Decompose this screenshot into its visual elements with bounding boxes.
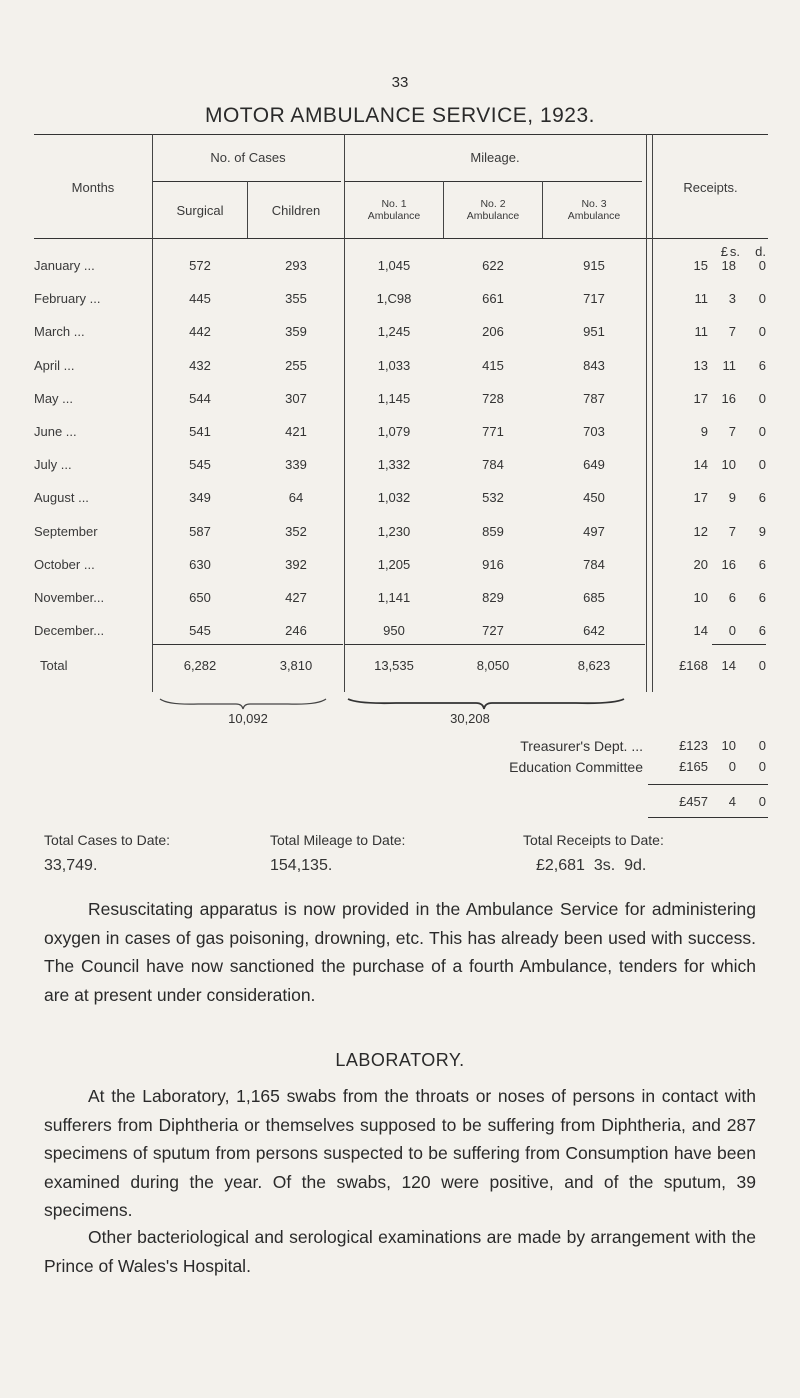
- row-month: August ...: [34, 490, 89, 505]
- page-number: 33: [391, 74, 409, 91]
- row-m2: 415: [482, 358, 504, 373]
- row-m2: 771: [482, 424, 504, 439]
- row-s: 7: [728, 424, 736, 439]
- education-pounds: £165: [679, 759, 708, 774]
- row-d: 6: [758, 623, 766, 638]
- total-m1: 13,535: [374, 658, 414, 673]
- row-l: 13: [693, 358, 708, 373]
- row-m1: 1,033: [377, 358, 411, 373]
- row-month: September: [34, 524, 98, 539]
- row-m1: 1,230: [377, 524, 411, 539]
- education-shillings: 0: [728, 759, 736, 774]
- row-l: 14: [693, 623, 708, 638]
- row-m3: 450: [583, 490, 605, 505]
- row-children: 427: [285, 590, 307, 605]
- header-amb3: No. 3 Ambulance: [567, 198, 621, 222]
- header-pounds: £: [720, 244, 728, 259]
- header-no-of-cases: No. of Cases: [210, 150, 286, 165]
- total-m3: 8,623: [577, 658, 611, 673]
- row-surgical: 545: [189, 623, 211, 638]
- header-amb1: No. 1 Ambulance: [367, 198, 421, 222]
- treasurer-label: Treasurer's Dept. ...: [520, 738, 643, 754]
- row-m2: 206: [482, 324, 504, 339]
- row-m1: 1,141: [377, 590, 411, 605]
- col-divider-6: [646, 134, 647, 692]
- row-month: July ...: [34, 457, 72, 472]
- header-months: Months: [71, 180, 115, 195]
- education-pence: 0: [758, 759, 766, 774]
- row-d: 0: [758, 291, 766, 306]
- cases-sum: 10,092: [228, 711, 268, 726]
- receipts-to-date-value: £2,681 3s. 9d.: [536, 857, 647, 874]
- row-m2: 784: [482, 457, 504, 472]
- total-surgical: 6,282: [183, 658, 217, 673]
- row-children: 421: [285, 424, 307, 439]
- cases-brace: [158, 697, 328, 711]
- row-l: 15: [693, 258, 708, 273]
- total-rule-cases: [153, 644, 343, 645]
- row-month: May ...: [34, 391, 74, 406]
- row-m2: 916: [482, 557, 504, 572]
- row-l: 17: [693, 391, 708, 406]
- row-m3: 497: [583, 524, 605, 539]
- row-surgical: 445: [189, 291, 211, 306]
- row-surgical: 630: [189, 557, 211, 572]
- row-m3: 951: [583, 324, 605, 339]
- row-m1: 1,145: [377, 391, 411, 406]
- row-s: 10: [721, 457, 736, 472]
- row-s: 7: [728, 524, 736, 539]
- treasurer-pounds: £123: [679, 738, 708, 753]
- row-m2: 622: [482, 258, 504, 273]
- grand-total-rule-top: [648, 784, 768, 785]
- row-m2: 727: [482, 623, 504, 638]
- mileage-to-date-label: Total Mileage to Date:: [270, 832, 406, 848]
- paragraph-resuscitating: Resuscitating apparatus is now provided in the Ambulance Service for administering oxygen in cases of gas poisoning, drowning, etc. This has already been used with success. The Council have now sanctioned the purchase of a fourth Ambulance, tenders for which are at present under consideration.: [44, 899, 756, 1005]
- receipts-to-date-label: Total Receipts to Date:: [523, 832, 664, 848]
- row-month: December...: [34, 623, 105, 638]
- row-month: April ...: [34, 358, 75, 373]
- row-month: November...: [34, 590, 105, 605]
- row-s: 16: [721, 391, 736, 406]
- total-label: Total: [40, 658, 68, 673]
- laboratory-heading: LABORATORY.: [335, 1050, 465, 1070]
- row-m1: 1,045: [377, 258, 411, 273]
- cases-to-date-value: 33,749.: [44, 857, 98, 874]
- row-s: 6: [728, 590, 736, 605]
- col-divider-7: [652, 134, 653, 692]
- row-month: October ...: [34, 557, 95, 572]
- row-s: 3: [728, 291, 736, 306]
- row-m3: 784: [583, 557, 605, 572]
- header-pence: d.: [755, 244, 766, 259]
- total-pounds: £168: [679, 658, 708, 673]
- row-m2: 829: [482, 590, 504, 605]
- row-m3: 717: [583, 291, 605, 306]
- row-m1: 1,205: [377, 557, 411, 572]
- row-s: 11: [722, 358, 736, 373]
- row-surgical: 545: [189, 457, 211, 472]
- grand-total-pence: 0: [758, 794, 766, 809]
- row-m1: 1,C98: [376, 291, 412, 306]
- row-l: 20: [693, 557, 708, 572]
- total-children: 3,810: [279, 658, 313, 673]
- row-month: June ...: [34, 424, 77, 439]
- row-s: 9: [728, 490, 736, 505]
- row-m3: 703: [583, 424, 605, 439]
- row-m1: 1,032: [377, 490, 411, 505]
- row-m3: 685: [583, 590, 605, 605]
- row-month: January ...: [34, 258, 95, 273]
- row-d: 0: [758, 424, 766, 439]
- row-m1: 1,245: [377, 324, 411, 339]
- row-s: 18: [721, 258, 736, 273]
- row-d: 6: [758, 358, 766, 373]
- row-m1: 1,332: [377, 457, 411, 472]
- row-s: 7: [728, 324, 736, 339]
- row-m1: 1,079: [377, 424, 411, 439]
- row-d: 0: [758, 457, 766, 472]
- cases-to-date-label: Total Cases to Date:: [44, 832, 171, 848]
- header-surgical: Surgical: [176, 203, 224, 218]
- row-children: 339: [285, 457, 307, 472]
- row-d: 6: [758, 557, 766, 572]
- row-children: 64: [288, 490, 304, 505]
- row-m3: 787: [583, 391, 605, 406]
- row-l: 11: [694, 291, 708, 306]
- row-m2: 661: [482, 291, 504, 306]
- header-mileage: Mileage.: [470, 150, 520, 165]
- row-d: 9: [758, 524, 766, 539]
- row-l: 14: [693, 457, 708, 472]
- header-receipts: Receipts.: [683, 180, 738, 195]
- grand-total-rule-bottom: [648, 817, 768, 818]
- row-surgical: 349: [189, 490, 211, 505]
- row-children: 355: [285, 291, 307, 306]
- row-children: 359: [285, 324, 307, 339]
- total-m2: 8,050: [476, 658, 510, 673]
- row-surgical: 572: [189, 258, 211, 273]
- row-m2: 532: [482, 490, 504, 505]
- paragraph-laboratory: At the Laboratory, 1,165 swabs from the throats or noses of persons in contact with sufferers from Diphtheria or themselves supposed to be suffering from Diphtheria, and 287 specimens of sputum from persons suspected to be suffering from Consumption have been examined during the year. Of the swabs, 120 were positive, and of the sputum, 39 specimens.: [44, 1086, 756, 1220]
- table-top-rule: [34, 134, 768, 135]
- row-l: 12: [693, 524, 708, 539]
- row-month: February ...: [34, 291, 101, 306]
- header-shillings: s.: [729, 244, 740, 259]
- header-bottom-rule: [34, 238, 768, 239]
- row-surgical: 650: [189, 590, 211, 605]
- row-children: 352: [285, 524, 307, 539]
- subheader-rule-mileage: [345, 181, 642, 182]
- row-surgical: 541: [189, 424, 211, 439]
- total-rule-receipts: [712, 644, 766, 645]
- row-m3: 843: [583, 358, 605, 373]
- row-l: 9: [700, 424, 708, 439]
- row-surgical: 442: [189, 324, 211, 339]
- row-surgical: 587: [189, 524, 211, 539]
- row-children: 307: [285, 391, 307, 406]
- row-d: 6: [758, 490, 766, 505]
- row-d: 6: [758, 590, 766, 605]
- row-s: 16: [721, 557, 736, 572]
- paragraph-other-exams: Other bacteriological and serological examinations are made by arrangement with the Prince of Wales's Hospital.: [44, 1227, 756, 1276]
- grand-total-shillings: 4: [728, 794, 736, 809]
- row-l: 10: [693, 590, 708, 605]
- page-title: MOTOR AMBULANCE SERVICE, 1923.: [204, 104, 596, 127]
- mileage-to-date-value: 154,135.: [270, 857, 333, 874]
- education-label: Education Committee: [509, 759, 643, 775]
- row-month: March ...: [34, 324, 85, 339]
- row-l: 11: [694, 324, 708, 339]
- row-surgical: 432: [189, 358, 211, 373]
- row-l: 17: [693, 490, 708, 505]
- row-s: 0: [728, 623, 736, 638]
- row-children: 293: [285, 258, 307, 273]
- treasurer-pence: 0: [758, 738, 766, 753]
- row-d: 0: [758, 324, 766, 339]
- row-surgical: 544: [189, 391, 211, 406]
- header-children: Children: [271, 203, 321, 218]
- mileage-brace: [346, 697, 626, 711]
- row-m3: 642: [583, 623, 605, 638]
- row-children: 255: [285, 358, 307, 373]
- row-m2: 859: [482, 524, 504, 539]
- row-m1: 950: [383, 623, 405, 638]
- header-amb2: No. 2 Ambulance: [466, 198, 520, 222]
- row-m3: 915: [583, 258, 605, 273]
- grand-total-pounds: £457: [679, 794, 708, 809]
- total-shillings: 14: [721, 658, 736, 673]
- mileage-sum: 30,208: [450, 711, 490, 726]
- row-children: 246: [285, 623, 307, 638]
- row-d: 0: [758, 391, 766, 406]
- row-m2: 728: [482, 391, 504, 406]
- row-m3: 649: [583, 457, 605, 472]
- total-pence: 0: [758, 658, 766, 673]
- row-children: 392: [285, 557, 307, 572]
- row-d: 0: [758, 258, 766, 273]
- treasurer-shillings: 10: [721, 738, 736, 753]
- total-rule-mileage: [345, 644, 645, 645]
